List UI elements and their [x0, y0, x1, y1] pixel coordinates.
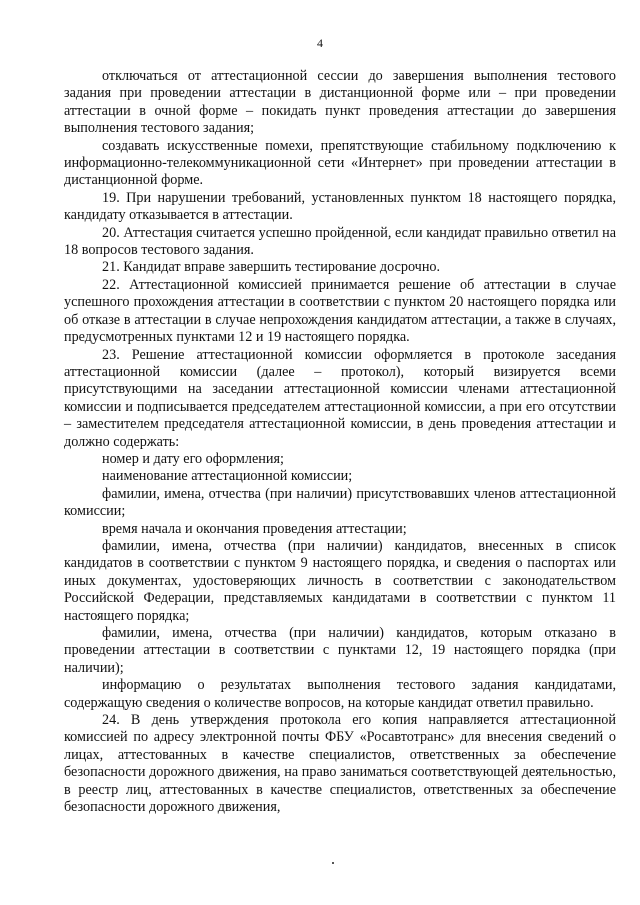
page-number: 4 [317, 36, 323, 50]
scan-speck [332, 862, 334, 864]
paragraph-item-22: 22. Аттестационной комиссией принимается решение об аттестации в случае успешного прохождения аттестации в соответствии с пунктом 20 настоящего порядка или об отказе в аттестации в случае непрохождения кандидатом аттестации, а также в случаях, предусмотренных пунктами 12 и 19 настоящего порядка. [64, 276, 616, 346]
paragraph-interference: создавать искусственные помехи, препятствующие стабильному подключению к информационно-телекоммуникационной сети «Интернет» при проведении аттестации в дистанционной форме. [64, 137, 616, 189]
paragraph-item-24: 24. В день утверждения протокола его копия направляется аттестационной комиссией по адресу электронной почты ФБУ «Росавтотранс» для внесения сведений о лицах, аттестованных в качестве специалистов, ответственных за обеспечение безопасности дорожного движения, на право заниматься соответствующей деятельностью, в реестр лиц, аттестованных в качестве специалистов, ответственных за обеспечение безопасности дорожного движения, [64, 712, 616, 816]
paragraph-item-21: 21. Кандидат вправе завершить тестирование досрочно. [102, 259, 441, 276]
list-item-results: информацию о результатах выполнения тестового задания кандидатами, содержащую сведения о количестве вопросов, на которые кандидат ответил правильно. [64, 677, 616, 711]
document-body [64, 68, 616, 816]
paragraph-item-23: 23. Решение аттестационной комиссии оформляется в протоколе заседания аттестационной комиссии (далее – протокол), который визируется всеми присутствующими на заседании аттестационной комиссии членами аттестационной комиссии и подписывается председателем аттестационной комиссии, а при его отсутствии – заместителем председателя аттестационной комиссии, в день проведения аттестации и должно содержать: [64, 346, 616, 450]
list-item-members-names: фамилии, имена, отчества (при наличии) присутствовавших членов аттестационной комиссии; [64, 485, 616, 520]
list-item-time: время начала и окончания проведения аттестации; [102, 520, 407, 537]
list-item-candidates: фамилии, имена, отчества (при наличии) кандидатов, внесенных в список кандидатов в соответствии с пунктом 9 настоящего порядка, и сведения о паспортах или иных документах, удостоверяющих личность в соответствии с законодательством Российской Федерации, представляемых кандидатами в соответствии с пунктом 11 настоящего порядка; [64, 537, 616, 624]
paragraph-item-20: 20. Аттестация считается успешно пройденной, если кандидат правильно ответил на 18 вопросов тестового задания. [64, 224, 616, 259]
paragraph-disconnect: отключаться от аттестационной сессии до завершения выполнения тестового задания при проведении аттестации в дистанционной форме или – при проведении аттестации в очной форме – покидать пункт проведения аттестации до завершения выполнения тестового задания; [64, 68, 616, 137]
paragraph-item-19: 19. При нарушении требований, установленных пунктом 18 настоящего порядка, кандидату отказывается в аттестации. [64, 189, 616, 224]
list-item-protocol-number: номер и дату его оформления; [102, 450, 284, 467]
list-item-refused-candidates: фамилии, имена, отчества (при наличии) кандидатов, которым отказано в проведении аттестации в соответствии с пунктами 12, 19 настоящего порядка (при наличии); [64, 625, 616, 676]
list-item-commission-name: наименование аттестационной комиссии; [102, 468, 353, 485]
